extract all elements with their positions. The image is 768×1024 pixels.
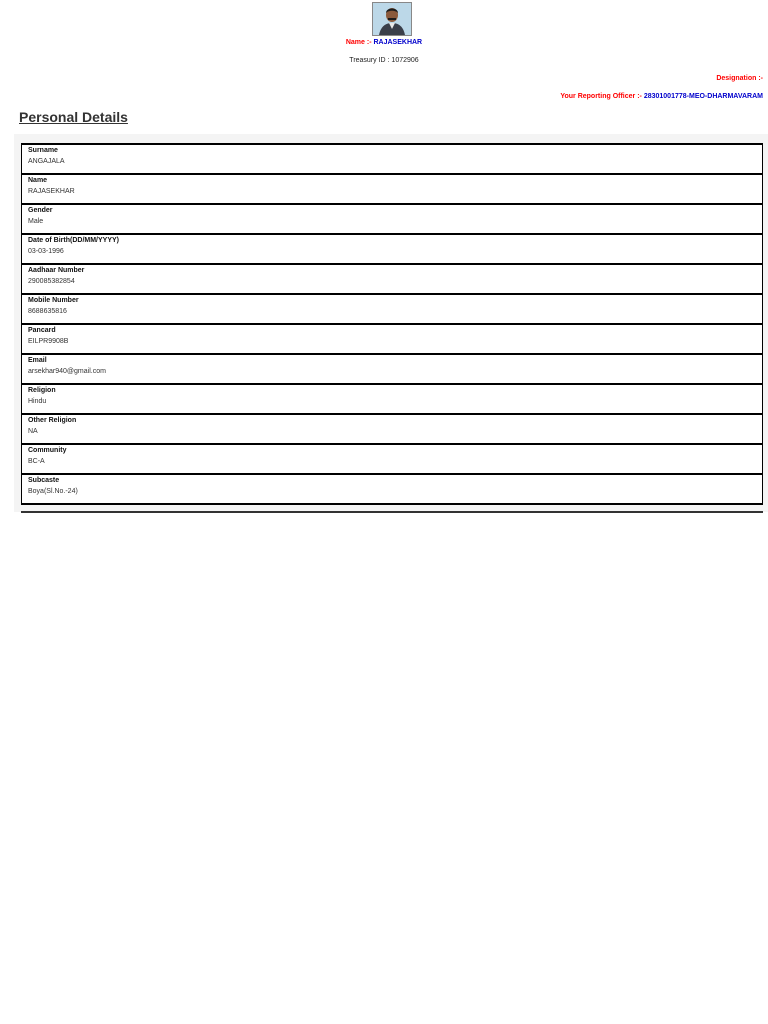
field-row-aadhaar: [21, 265, 763, 295]
field-label: Other Religion: [28, 417, 77, 424]
reporting-officer-line: [560, 93, 763, 100]
profile-photo: [372, 2, 412, 36]
field-row-name: [21, 175, 763, 205]
reporting-officer-label: Your Reporting Officer :-: [560, 93, 642, 100]
field-value: Hindu: [28, 398, 47, 405]
designation-line: [716, 75, 763, 82]
field-row-gender: [21, 205, 763, 235]
field-label: Gender: [28, 207, 53, 214]
field-label: Email: [28, 357, 47, 364]
field-row-dob: [21, 235, 763, 265]
field-row-email: [21, 355, 763, 385]
name-label: Name :-: [345, 39, 372, 46]
field-row-pancard: [21, 325, 763, 355]
field-label: Mobile Number: [28, 297, 79, 304]
field-row-surname: [21, 145, 763, 175]
field-value: RAJASEKHAR: [28, 188, 75, 195]
personal-details-table: [21, 143, 763, 505]
person-icon: [373, 3, 411, 35]
field-label: Religion: [28, 387, 56, 394]
name-value: RAJASEKHAR: [373, 39, 423, 46]
section-divider: [21, 511, 763, 513]
field-label: Surname: [28, 147, 58, 154]
field-label: Subcaste: [28, 477, 60, 484]
field-value: NA: [28, 428, 38, 435]
field-label: Aadhaar Number: [28, 267, 85, 274]
section-title: Personal Details: [19, 109, 128, 125]
field-row-community: [21, 445, 763, 475]
field-value: Boya(Sl.No.-24): [28, 488, 78, 495]
field-value: Male: [28, 218, 44, 225]
treasury-id: Treasury ID : 1072906: [349, 57, 419, 64]
reporting-officer-value: 28301001778-MEO-DHARMAVARAM: [643, 93, 763, 100]
field-value: arsekhar940@gmail.com: [28, 368, 106, 375]
field-value: 8688635816: [28, 308, 67, 315]
field-value: ANGAJALA: [28, 158, 65, 165]
field-row-subcaste: [21, 475, 763, 505]
field-label: Pancard: [28, 327, 56, 334]
field-row-other-religion: [21, 415, 763, 445]
field-row-mobile: [21, 295, 763, 325]
employee-name-line: [0, 39, 768, 46]
field-label: Community: [28, 447, 67, 454]
field-label: Date of Birth(DD/MM/YYYY): [28, 237, 119, 244]
field-value: 290085382854: [28, 278, 75, 285]
designation-label: Designation :-: [716, 75, 763, 82]
field-value: BC-A: [28, 458, 45, 465]
field-label: Name: [28, 177, 48, 184]
field-value: 03-03-1996: [28, 248, 64, 255]
field-value: EILPR9908B: [28, 338, 69, 345]
field-row-religion: [21, 385, 763, 415]
